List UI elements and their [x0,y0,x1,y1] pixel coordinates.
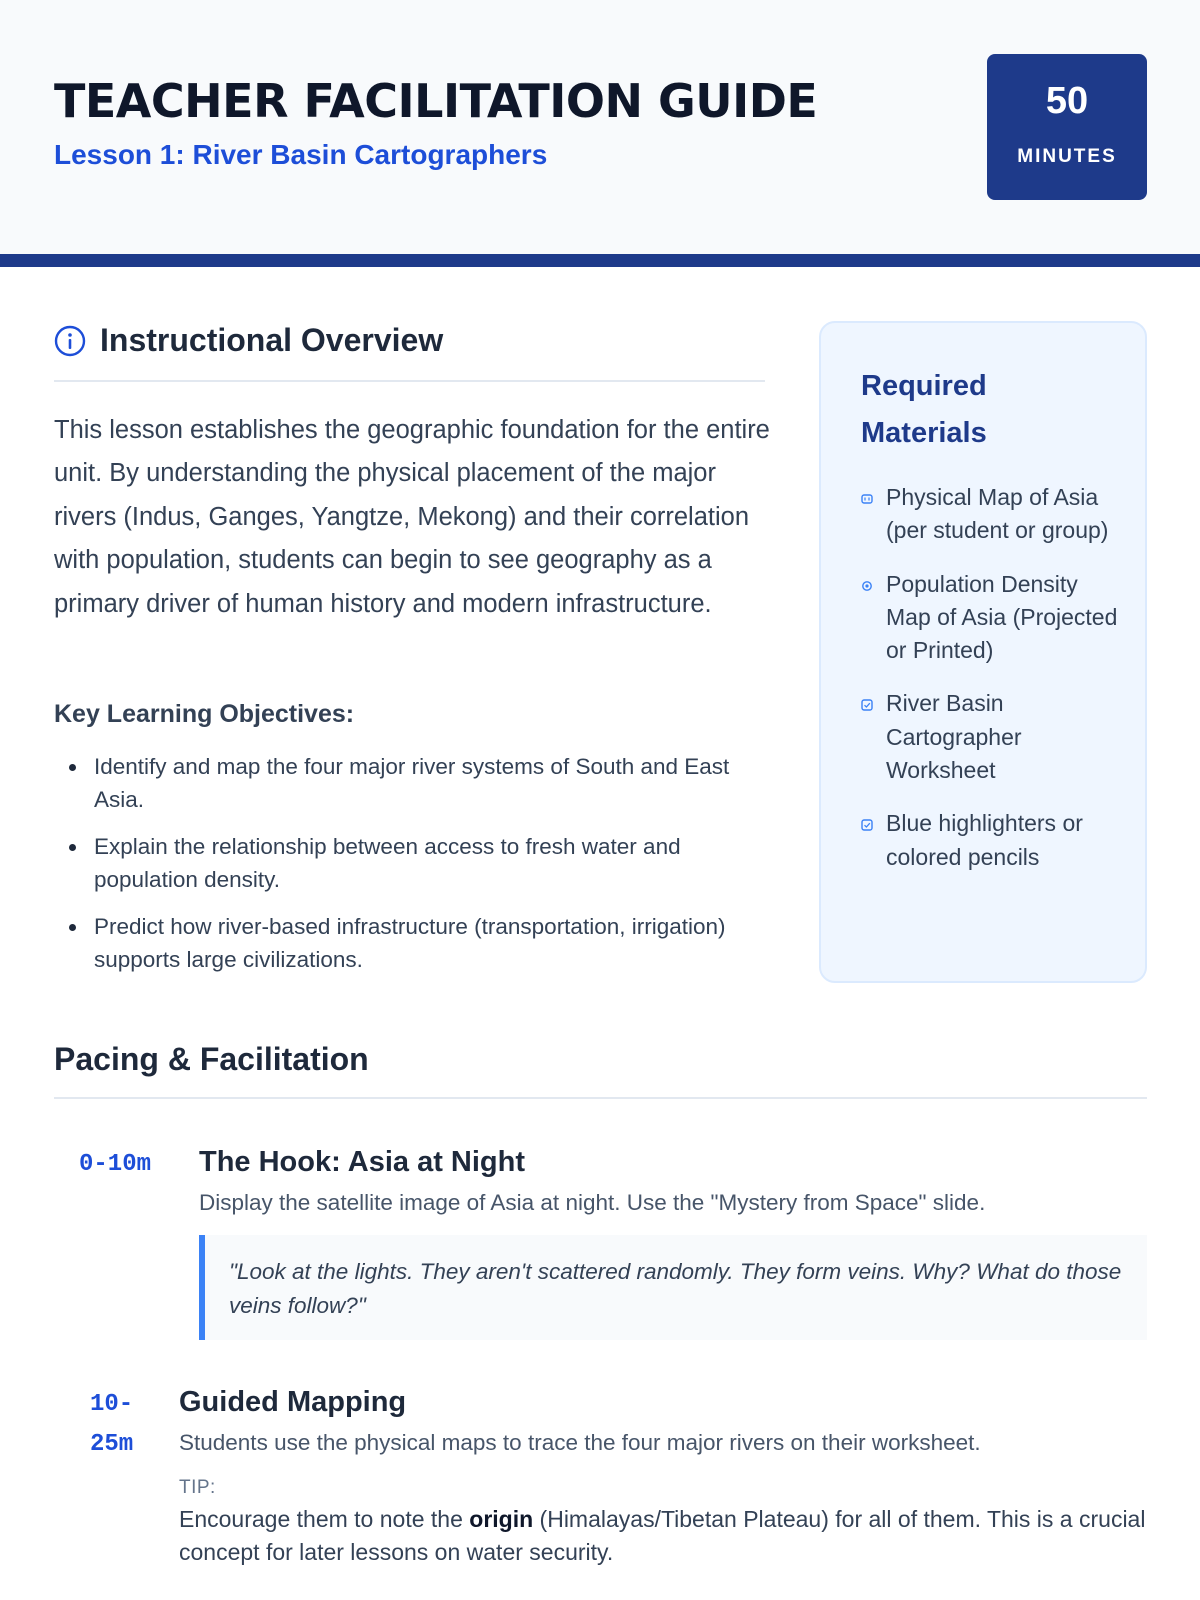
objective-item: Predict how river-based infrastructure (transportation, irrigation) supports large civilizations. [54,910,770,976]
overview-body: This lesson establishes the geographic foundation for the entire unit. By understanding the physical placement of the major rivers (Indus, Ganges, Yangtze, Mekong) and their correlation with population, students can begin to see geography as a primary driver of human history and modern infrastructure. [54,416,770,618]
step-title: The Hook: Asia at Night [199,1146,525,1178]
checkbox-icon [861,819,873,831]
material-item [861,481,1123,548]
checkbox-icon [861,699,873,711]
step-time [90,1385,133,1465]
step-time: 0-10m [79,1151,152,1178]
material-item [861,807,1123,874]
tip-text [179,1503,1149,1569]
pacing-divider [54,1097,1147,1099]
info-icon [54,325,86,357]
map-icon [861,493,873,505]
duration-badge [987,54,1147,200]
materials-card [819,321,1147,983]
material-label: Population Density Map of Asia (Projected or Printed) [886,570,1118,664]
step-time-line: 10- [90,1391,134,1418]
lesson-subtitle: Lesson 1: River Basin Cartographers [54,139,548,170]
tip-label: TIP: [179,1477,216,1498]
tip-emphasis: origin [469,1506,534,1532]
material-label: Physical Map of Asia (per student or group) [886,484,1109,544]
teacher-script-quote: "Look at the lights. They aren't scattered randomly. They form veins. Why? What do those veins follow?" [199,1235,1147,1340]
duration-unit: MINUTES [1017,146,1117,167]
objectives-list [54,750,770,990]
material-label: Blue highlighters or colored pencils [886,810,1083,870]
material-label: River Basin Cartographer Worksheet [886,690,1022,784]
overview-divider [54,380,765,382]
step-time-line: 25m [90,1431,134,1458]
step-description: Display the satellite image of Asia at night. Use the "Mystery from Space" slide. [199,1190,986,1215]
document-title: TEACHER FACILITATION GUIDE [54,74,818,128]
objective-item: Identify and map the four major river systems of South and East Asia. [54,750,770,816]
objectives-title: Key Learning Objectives: [54,700,355,728]
pacing-title: Pacing & Facilitation [54,1041,369,1077]
overview-heading [54,322,443,359]
materials-title: Required Materials [861,370,987,449]
material-item [861,568,1123,668]
overview-title: Instructional Overview [100,322,444,358]
duration-value: 50 [1045,80,1089,122]
materials-list [861,481,1123,894]
tip-text-part: Encourage them to note the [179,1506,470,1532]
material-item [861,687,1123,787]
tip-text-part: (Himalayas/Tibetan Plateau) for all of them. This is a crucial concept for later lessons on water security. [179,1506,1146,1565]
dot-icon [861,580,873,592]
step-title: Guided Mapping [179,1386,407,1418]
objective-item: Explain the relationship between access to fresh water and population density. [54,830,770,896]
header-divider-bar [0,254,1200,267]
step-description: Students use the physical maps to trace the four major rivers on their worksheet. [179,1430,981,1455]
